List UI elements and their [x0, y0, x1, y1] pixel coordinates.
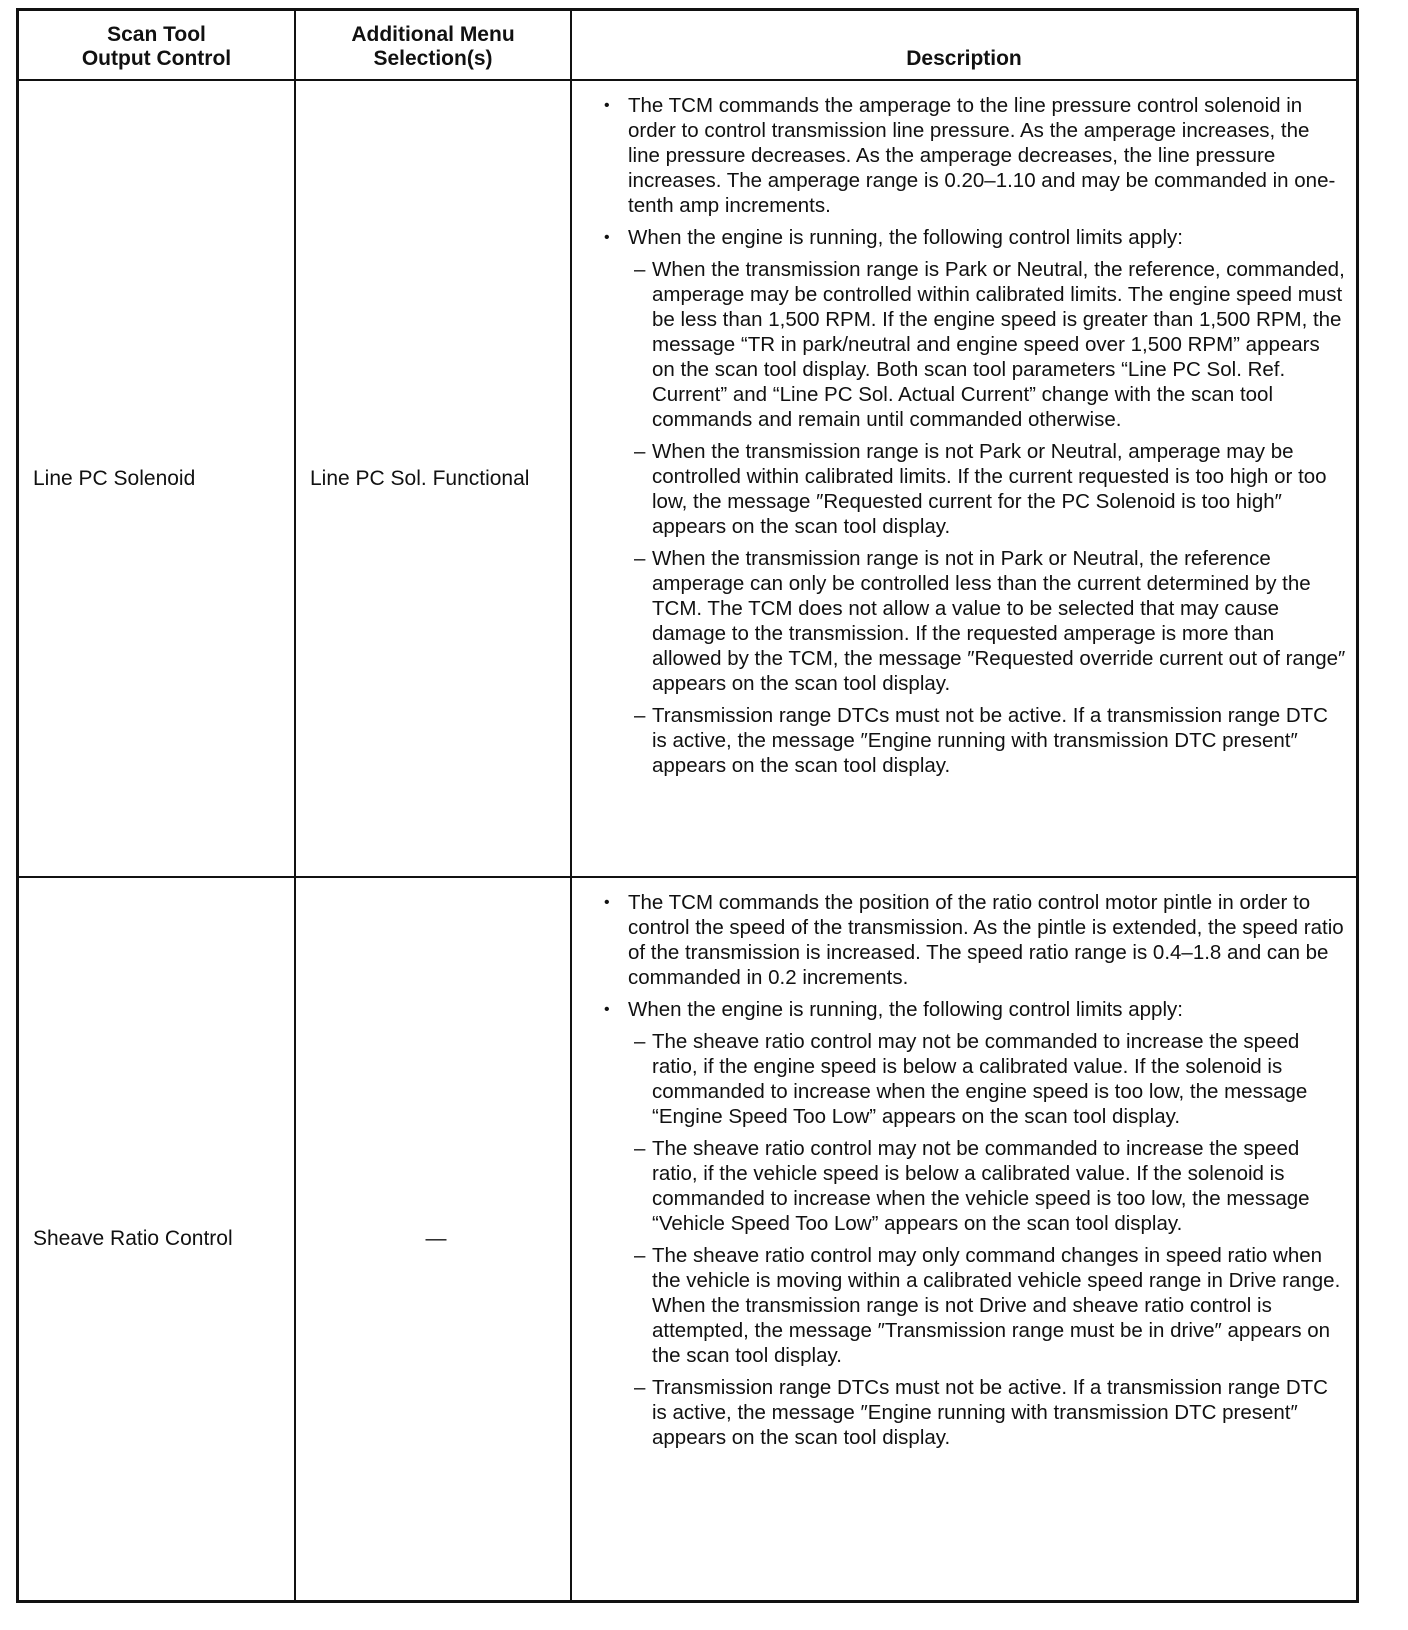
dash-mark: – — [634, 1244, 646, 1267]
header-description — [571, 11, 1356, 80]
bullet-text: When the engine is running, the following control limits apply: — [628, 226, 1183, 249]
dash-mark: – — [634, 440, 646, 463]
dash-mark: – — [634, 704, 646, 727]
header-output-control-label: Scan Tool Output Control — [81, 23, 232, 70]
menu-selection-cell: — — [295, 877, 571, 1600]
bullet-text: When the engine is running, the following control limits apply: — [628, 998, 1183, 1021]
table-header-row — [19, 11, 1356, 80]
description-bullet — [596, 997, 1346, 1022]
sub-item-text: The sheave ratio control may only command changes in speed ratio when the vehicle is moving within a calibrated vehicle speed range in Drive range. When the transmission range is not Drive and sheave ratio control is attempted, the message ″Transmission range must be in drive″ appears on the scan tool display. — [652, 1244, 1341, 1367]
description-sub-item — [596, 1136, 1346, 1236]
description-cell — [571, 877, 1356, 1600]
header-description-label: Description — [906, 47, 1022, 70]
dash-mark: – — [634, 1030, 646, 1053]
sub-item-text: When the transmission range is not in Park or Neutral, the reference amperage can only be controlled less than the current determined by the TCM. The TCM does not allow a value to be selected that may cause damage to the transmission. If the requested amperage is more than allowed by the TCM, the message ″Requested override current out of range″ appears on the scan tool display. — [652, 547, 1346, 695]
description-sub-item — [596, 1375, 1346, 1450]
bullet-text: The TCM commands the amperage to the line pressure control solenoid in order to control transmission line pressure. As the amperage increases, the line pressure decreases. As the amperage decreases, the line pressure increases. The amperage range is 0.20–1.10 and may be commanded in one-tenth amp increments. — [628, 94, 1336, 217]
bullet-mark: • — [604, 894, 610, 911]
bullet-text: The TCM commands the position of the ratio control motor pintle in order to control the speed of the transmission. As the pintle is extended, the speed ratio of the transmission is increased. The speed ratio range is 0.4–1.8 and can be commanded in 0.2 increments. — [628, 891, 1344, 989]
description-sub-item — [596, 1243, 1346, 1368]
output-control-cell: Line PC Solenoid — [19, 80, 295, 877]
bullet-mark: • — [604, 1001, 610, 1018]
header-output-control — [19, 11, 295, 80]
sub-item-text: The sheave ratio control may not be commanded to increase the speed ratio, if the vehicle speed is below a calibrated value. If the solenoid is commanded to increase when the vehicle speed is too low, the message “Vehicle Speed Too Low” appears on the scan tool display. — [652, 1137, 1310, 1235]
table-row — [19, 80, 1356, 877]
header-additional-menu-label: Additional Menu Selection(s) — [351, 23, 515, 70]
description-sub-item — [596, 1029, 1346, 1129]
bullet-mark: • — [604, 97, 610, 114]
scan-tool-output-control-table-frame — [16, 8, 1359, 1603]
dash-mark: – — [634, 258, 646, 281]
sub-item-text: When the transmission range is Park or Neutral, the reference, commanded, amperage may be controlled within calibrated limits. The engine speed must be less than 1,500 RPM. If the engine speed is greater than 1,500 RPM, the message “TR in park/neutral and engine speed over 1,500 RPM” appears on the scan tool display. Both scan tool parameters “Line PC Sol. Ref. Current” and “Line PC Sol. Actual Current” change with the scan tool commands and remain until commanded otherwise. — [652, 258, 1345, 431]
description-sub-item — [596, 546, 1346, 696]
sub-item-text: Transmission range DTCs must not be active. If a transmission range DTC is active, the message ″Engine running with transmission DTC present″ appears on the scan tool display. — [652, 704, 1328, 777]
dash-mark: – — [634, 1137, 646, 1160]
sub-item-text: The sheave ratio control may not be commanded to increase the speed ratio, if the engine speed is below a calibrated value. If the solenoid is commanded to increase when the engine speed is too low, the message “Engine Speed Too Low” appears on the scan tool display. — [652, 1030, 1308, 1128]
description-cell — [571, 80, 1356, 877]
output-control-cell: Sheave Ratio Control — [19, 877, 295, 1600]
header-additional-menu — [295, 11, 571, 80]
description-sub-item — [596, 257, 1346, 432]
sub-item-text: When the transmission range is not Park or Neutral, amperage may be controlled within calibrated limits. If the current requested is too high or too low, the message ″Requested current for the PC Solenoid is too high″ appears on the scan tool display. — [652, 440, 1327, 538]
sub-item-text: Transmission range DTCs must not be active. If a transmission range DTC is active, the message ″Engine running with transmission DTC present″ appears on the scan tool display. — [652, 1376, 1328, 1449]
table-row — [19, 877, 1356, 1600]
description-sub-item — [596, 703, 1346, 778]
description-sub-item — [596, 439, 1346, 539]
bullet-mark: • — [604, 229, 610, 246]
description-bullet — [596, 93, 1346, 218]
dash-mark: – — [634, 547, 646, 570]
description-bullet — [596, 890, 1346, 990]
scan-tool-output-control-table — [19, 11, 1356, 1600]
dash-mark: – — [634, 1376, 646, 1399]
description-bullet — [596, 225, 1346, 250]
menu-selection-cell: Line PC Sol. Functional — [295, 80, 571, 877]
